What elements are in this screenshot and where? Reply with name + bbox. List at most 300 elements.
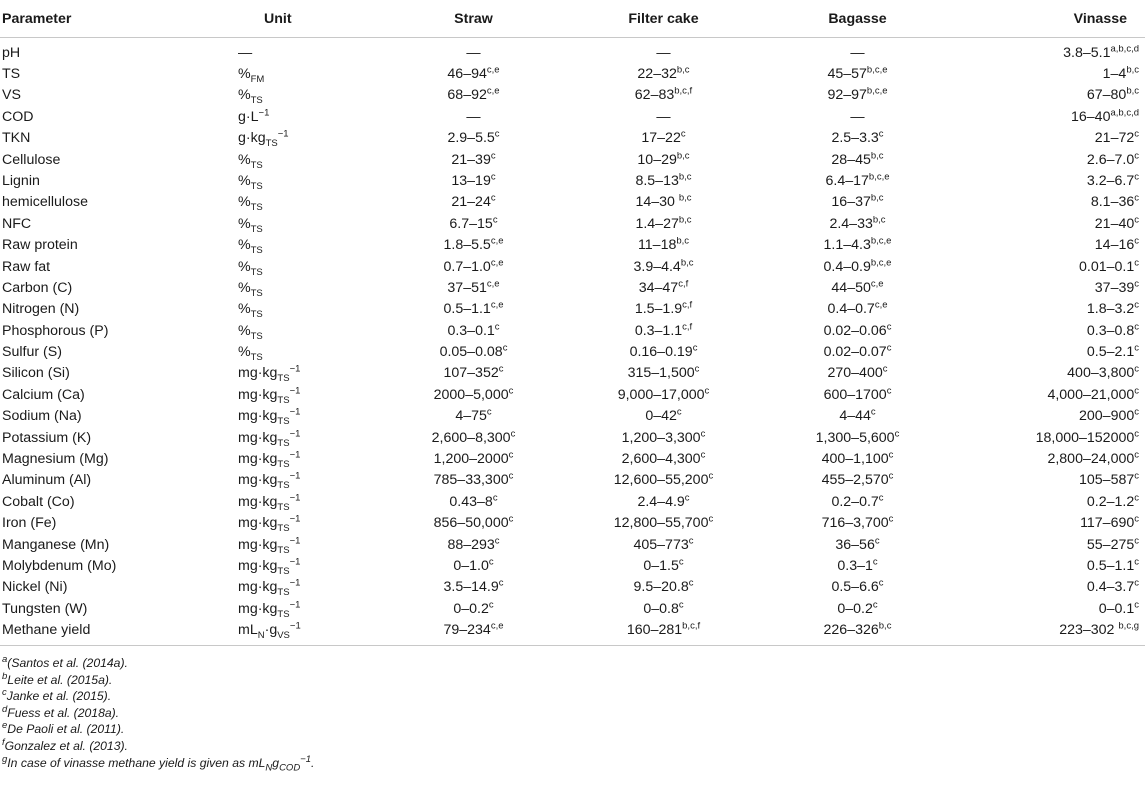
cell-value: 0–0.1 xyxy=(1098,600,1135,617)
parameter-label: Tungsten (W) xyxy=(2,600,88,617)
reference-marks: c,f xyxy=(678,278,689,290)
cell-value: 92–97 xyxy=(827,87,867,104)
unit-sub: TS xyxy=(277,394,290,406)
unit-sup: −1 xyxy=(289,599,301,611)
cell-vinasse xyxy=(955,192,1145,213)
reference-marks: c xyxy=(508,513,514,525)
reference-marks: c xyxy=(1134,513,1139,525)
reference-marks: c xyxy=(508,385,514,397)
reference-marks: c xyxy=(1134,599,1139,611)
footnote xyxy=(0,688,1145,705)
cell-vinasse xyxy=(955,63,1145,84)
reference-marks: c,e xyxy=(486,85,500,97)
table-row xyxy=(0,128,1145,149)
unit-text: % xyxy=(238,172,251,189)
footnote-text: g xyxy=(272,755,280,770)
unit-text: mg·kg xyxy=(238,536,278,553)
cell-parameter xyxy=(0,63,21,84)
footnote-sup: d xyxy=(2,703,8,715)
reference-marks: c xyxy=(490,149,496,161)
reference-marks: c xyxy=(494,128,500,140)
table-header xyxy=(0,0,1145,38)
cell-filter-cake xyxy=(567,320,760,341)
cell-value: 0.16–0.19 xyxy=(629,344,693,361)
reference-marks: b,c xyxy=(1126,64,1139,76)
cell-vinasse xyxy=(955,491,1145,512)
cell-vinasse xyxy=(955,448,1145,469)
cell-value: 44–50 xyxy=(831,279,871,296)
cell-value: 0.5–1.1 xyxy=(443,301,491,318)
cell-value: 36–56 xyxy=(835,536,875,553)
cell-straw xyxy=(380,384,567,405)
cell-filter-cake xyxy=(567,299,760,320)
cell-parameter xyxy=(0,256,51,277)
table-row xyxy=(0,384,1145,405)
cell-bagasse xyxy=(760,448,955,469)
cell-parameter xyxy=(0,363,70,384)
reference-marks: c xyxy=(1134,449,1139,461)
reference-marks: c xyxy=(870,406,876,418)
cell-unit xyxy=(10,213,380,234)
table-row xyxy=(0,38,1145,64)
parameter-label: Raw fat xyxy=(2,258,51,275)
reference-marks: c xyxy=(1134,385,1139,397)
footnote xyxy=(0,721,1145,738)
unit-text: mg·kg xyxy=(238,365,278,382)
cell-value: 1.8–3.2 xyxy=(1086,301,1135,318)
cell-filter-cake xyxy=(567,384,760,405)
reference-marks: c xyxy=(1134,299,1139,311)
cell-value: 400–3,800 xyxy=(1067,365,1135,382)
cell-filter-cake xyxy=(567,491,760,512)
footnote-text: Janke et al. (2015). xyxy=(6,689,112,704)
parameter-label: COD xyxy=(2,108,34,125)
cell-bagasse xyxy=(760,534,955,555)
cell-unit xyxy=(10,170,380,191)
parameter-label: Calcium (Ca) xyxy=(2,386,85,403)
cell-value: 0–0.2 xyxy=(837,600,873,617)
parameter-label: Cellulose xyxy=(2,151,61,168)
cell-filter-cake xyxy=(567,513,760,534)
reference-marks: b,c xyxy=(678,213,692,225)
unit-sub: TS xyxy=(250,330,263,342)
cell-bagasse xyxy=(760,470,955,491)
cell-bagasse xyxy=(760,85,955,106)
reference-marks: b,c,f xyxy=(682,620,701,632)
cell-bagasse xyxy=(760,170,955,191)
cell-parameter xyxy=(0,406,82,427)
parameter-label: Molybdenum (Mo) xyxy=(2,557,117,574)
cell-parameter xyxy=(0,513,57,534)
reference-marks: c xyxy=(886,320,892,332)
cell-parameter xyxy=(0,491,75,512)
cell-vinasse xyxy=(955,213,1145,234)
cell-value: 117–690 xyxy=(1080,515,1135,532)
unit-text: mg·kg xyxy=(238,557,278,574)
table-body xyxy=(0,38,1145,646)
cell-value: 3.9–4.4 xyxy=(633,258,681,275)
parameter-label: Lignin xyxy=(2,172,40,189)
cell-value: 223–302 xyxy=(1059,622,1119,639)
parameter-label: Nitrogen (N) xyxy=(2,301,80,318)
cell-value: 6.7–15 xyxy=(449,215,493,232)
reference-marks: c xyxy=(1134,363,1139,375)
cell-bagasse xyxy=(760,427,955,448)
reference-marks: c xyxy=(488,556,494,568)
cell-straw xyxy=(380,63,567,84)
unit-sup: −1 xyxy=(289,449,301,461)
cell-straw xyxy=(380,406,567,427)
parameter-label: TS xyxy=(2,65,21,82)
header-parameter: Parameter xyxy=(0,0,10,38)
reference-marks: b,c xyxy=(678,171,692,183)
reference-marks: c xyxy=(704,385,710,397)
cell-value: 2.4–4.9 xyxy=(637,493,685,510)
cell-value: 79–234 xyxy=(443,622,491,639)
reference-marks: c,e xyxy=(486,64,500,76)
unit-sup: −1 xyxy=(277,128,289,140)
cell-parameter xyxy=(0,85,21,106)
cell-parameter xyxy=(0,299,80,320)
header-filter-cake: Filter cake xyxy=(567,0,760,38)
cell-unit xyxy=(10,106,380,127)
table-row xyxy=(0,598,1145,619)
unit-text: % xyxy=(238,215,251,232)
cell-vinasse xyxy=(955,341,1145,362)
reference-marks: c xyxy=(1134,192,1139,204)
cell-filter-cake xyxy=(567,470,760,491)
reference-marks: b,c,e xyxy=(868,171,890,183)
reference-marks: b,c,e xyxy=(866,64,888,76)
cell-value: 226–326 xyxy=(823,622,879,639)
cell-value: 2.4–33 xyxy=(829,215,873,232)
cell-straw xyxy=(380,598,567,619)
cell-value: 0.02–0.06 xyxy=(823,322,887,339)
footnote-sup: b xyxy=(2,670,8,682)
header-straw: Straw xyxy=(380,0,567,38)
unit-text: % xyxy=(238,258,251,275)
cell-value: — xyxy=(656,108,671,125)
cell-value: 9.5–20.8 xyxy=(633,579,689,596)
footnote xyxy=(0,705,1145,722)
unit-sup: −1 xyxy=(289,577,301,589)
cell-value: 62–83 xyxy=(634,87,675,104)
table-row xyxy=(0,513,1145,534)
unit-sub: TS xyxy=(277,608,290,620)
footnote xyxy=(0,755,1145,772)
unit-sub: N xyxy=(257,629,265,641)
cell-value: 0–42 xyxy=(645,408,677,425)
table-row xyxy=(0,427,1145,448)
table-row xyxy=(0,149,1145,170)
cell-bagasse xyxy=(760,320,955,341)
cell-value: 2,600–4,300 xyxy=(621,451,701,468)
cell-value: 0.5–1.1 xyxy=(1086,557,1135,574)
unit-text: % xyxy=(238,344,251,361)
cell-filter-cake xyxy=(567,106,760,127)
cell-filter-cake xyxy=(567,534,760,555)
cell-value: 0.2–0.7 xyxy=(831,493,879,510)
cell-value: 0–0.8 xyxy=(643,600,679,617)
cell-value: 600–1700 xyxy=(823,386,887,403)
cell-straw xyxy=(380,427,567,448)
unit-text: % xyxy=(238,322,251,339)
cell-vinasse xyxy=(955,384,1145,405)
cell-value: 14–30 xyxy=(635,194,679,211)
reference-marks: c xyxy=(1134,278,1139,290)
unit-sub: TS xyxy=(277,416,290,428)
unit-sup: −1 xyxy=(289,620,301,632)
unit-text: % xyxy=(238,301,251,318)
unit-text: mg·kg xyxy=(238,515,278,532)
cell-parameter xyxy=(0,277,73,298)
cell-vinasse xyxy=(955,598,1145,619)
cell-value: 1–4 xyxy=(1102,65,1127,82)
cell-value: 0–1.0 xyxy=(453,557,489,574)
unit-text: mg·kg xyxy=(238,493,278,510)
parameter-label: Silicon (Si) xyxy=(2,365,70,382)
cell-value: 315–1,500 xyxy=(627,365,695,382)
cell-vinasse xyxy=(955,406,1145,427)
cell-vinasse xyxy=(955,534,1145,555)
reference-marks: c xyxy=(894,427,900,439)
reference-marks: c xyxy=(508,449,514,461)
cell-straw xyxy=(380,256,567,277)
cell-unit xyxy=(10,256,380,277)
unit-text: % xyxy=(238,237,251,254)
parameter-label: hemicellulose xyxy=(2,194,88,211)
cell-value: 4,000–21,000 xyxy=(1047,386,1135,403)
unit-sub: TS xyxy=(250,244,263,256)
table-row xyxy=(0,106,1145,127)
unit-sup: −1 xyxy=(258,107,270,119)
cell-filter-cake xyxy=(567,256,760,277)
cell-vinasse xyxy=(955,277,1145,298)
unit-text: mg·kg xyxy=(238,451,278,468)
cell-value: 4–44 xyxy=(839,408,871,425)
table-row xyxy=(0,213,1145,234)
header-vinasse: Vinasse xyxy=(955,0,1145,38)
reference-marks: b,c,f xyxy=(674,85,693,97)
parameter-label: Sulfur (S) xyxy=(2,344,62,361)
cell-value: 405–773 xyxy=(633,536,689,553)
unit-sub: TS xyxy=(277,587,290,599)
reference-marks: c xyxy=(872,556,878,568)
cell-bagasse xyxy=(760,363,955,384)
reference-marks: c xyxy=(700,427,706,439)
cell-bagasse xyxy=(760,149,955,170)
reference-marks: c xyxy=(708,513,714,525)
parameter-label: Phosphorous (P) xyxy=(2,322,109,339)
footnote-text: (Santos et al. (2014a). xyxy=(7,655,128,670)
cell-value: 270–400 xyxy=(827,365,883,382)
cell-filter-cake xyxy=(567,577,760,598)
header-unit: Unit xyxy=(10,0,380,38)
unit-sub: TS xyxy=(277,544,290,556)
cell-bagasse xyxy=(760,235,955,256)
reference-marks: b,c,e xyxy=(870,235,892,247)
parameter-label: Nickel (Ni) xyxy=(2,579,68,596)
parameter-label: pH xyxy=(2,44,21,61)
cell-value: 0.5–6.6 xyxy=(831,579,879,596)
reference-marks: b,c xyxy=(676,64,690,76)
unit-sub: TS xyxy=(277,458,290,470)
cell-value: 9,000–17,000 xyxy=(617,386,705,403)
footnotes xyxy=(0,646,1145,771)
reference-marks: c xyxy=(688,534,694,546)
cell-value: 16–40 xyxy=(1071,108,1111,125)
cell-value: 2,600–8,300 xyxy=(431,429,511,446)
reference-marks: c xyxy=(688,577,694,589)
cell-vinasse xyxy=(955,85,1145,106)
cell-value: 12,800–55,700 xyxy=(613,515,709,532)
cell-vinasse xyxy=(955,555,1145,576)
reference-marks: c xyxy=(882,363,888,375)
unit-sub: TS xyxy=(277,480,290,492)
unit-text: mg·kg xyxy=(238,386,278,403)
table-row xyxy=(0,192,1145,213)
cell-parameter xyxy=(0,384,85,405)
unit-text: — xyxy=(238,44,253,61)
table-row xyxy=(0,320,1145,341)
unit-sub: TS xyxy=(250,351,263,363)
cell-straw xyxy=(380,555,567,576)
cell-bagasse xyxy=(760,513,955,534)
cell-filter-cake xyxy=(567,63,760,84)
cell-value: 13–19 xyxy=(451,172,491,189)
reference-marks: c xyxy=(678,556,684,568)
cell-parameter xyxy=(0,149,61,170)
unit-sup: −1 xyxy=(289,556,301,568)
reference-marks: c xyxy=(508,470,514,482)
unit-text: g·kg xyxy=(238,130,266,147)
unit-sup: −1 xyxy=(289,363,301,375)
reference-marks: c xyxy=(490,192,496,204)
cell-straw xyxy=(380,128,567,149)
unit-sup: −1 xyxy=(289,470,301,482)
cell-filter-cake xyxy=(567,128,760,149)
cell-value: 12,600–55,200 xyxy=(613,472,709,489)
footnote-sup: g xyxy=(2,753,8,765)
cell-filter-cake xyxy=(567,555,760,576)
cell-vinasse xyxy=(955,620,1145,646)
reference-marks: c xyxy=(1134,213,1139,225)
cell-unit xyxy=(10,85,380,106)
table-row xyxy=(0,277,1145,298)
cell-parameter xyxy=(0,427,92,448)
cell-value: 21–40 xyxy=(1094,215,1135,232)
reference-marks: c,e xyxy=(486,278,500,290)
cell-value: 3.8–5.1 xyxy=(1063,44,1111,61)
cell-value: 0.2–1.2 xyxy=(1086,493,1135,510)
cell-bagasse xyxy=(760,213,955,234)
reference-marks: c xyxy=(486,406,492,418)
reference-marks: c xyxy=(888,513,894,525)
cell-parameter xyxy=(0,192,88,213)
cell-value: 0.3–1.1 xyxy=(634,322,683,339)
cell-straw xyxy=(380,448,567,469)
reference-marks: c xyxy=(678,599,684,611)
cell-parameter xyxy=(0,577,68,598)
reference-marks: c xyxy=(1134,171,1139,183)
cell-filter-cake xyxy=(567,192,760,213)
reference-marks: c xyxy=(498,363,504,375)
cell-parameter xyxy=(0,106,34,127)
cell-value: 0.5–2.1 xyxy=(1086,344,1135,361)
footnote-text: . xyxy=(311,755,315,770)
table-row xyxy=(0,620,1145,646)
reference-marks: c xyxy=(878,128,884,140)
cell-value: 18,000–152000 xyxy=(1035,429,1135,446)
cell-bagasse xyxy=(760,491,955,512)
cell-value: — xyxy=(850,108,865,125)
cell-parameter xyxy=(0,128,31,149)
cell-value: 1.8–5.5 xyxy=(443,237,491,254)
parameter-label: Manganese (Mn) xyxy=(2,536,110,553)
footnote-sup: f xyxy=(2,736,5,748)
cell-value: — xyxy=(656,44,671,61)
reference-marks: b,c,e xyxy=(870,256,892,268)
cell-value: 1,200–2000 xyxy=(433,451,509,468)
footnote-text: Leite et al. (2015a). xyxy=(7,672,113,687)
unit-sub: TS xyxy=(250,287,263,299)
cell-value: 6.4–17 xyxy=(825,172,869,189)
reference-marks: c xyxy=(490,171,496,183)
unit-text: mg·kg xyxy=(238,579,278,596)
reference-marks: c xyxy=(1134,342,1139,354)
cell-straw xyxy=(380,299,567,320)
header-row xyxy=(0,0,1145,38)
cell-value: 1,200–3,300 xyxy=(621,429,701,446)
reference-marks: c,e xyxy=(490,620,504,632)
table-row xyxy=(0,555,1145,576)
header-bagasse: Bagasse xyxy=(760,0,955,38)
parameter-label: NFC xyxy=(2,215,32,232)
cell-value: 11–18 xyxy=(637,237,677,254)
cell-value: 1.1–4.3 xyxy=(823,237,871,254)
parameter-label: TKN xyxy=(2,130,31,147)
cell-bagasse xyxy=(760,192,955,213)
reference-marks: c xyxy=(1134,406,1139,418)
cell-bagasse xyxy=(760,256,955,277)
unit-text: mL xyxy=(238,622,258,639)
cell-value: 2000–5,000 xyxy=(433,386,509,403)
cell-vinasse xyxy=(955,513,1145,534)
reference-marks: c xyxy=(510,427,516,439)
cell-value: 785–33,300 xyxy=(433,472,509,489)
cell-bagasse xyxy=(760,106,955,127)
cell-value: 55–275 xyxy=(1086,536,1135,553)
unit-text: g·L xyxy=(238,108,259,125)
cell-bagasse xyxy=(760,384,955,405)
cell-value: 0.4–0.9 xyxy=(823,258,871,275)
unit-sup: −1 xyxy=(289,406,301,418)
unit-text: % xyxy=(238,151,251,168)
reference-marks: b,c,e xyxy=(866,85,888,97)
cell-straw xyxy=(380,235,567,256)
reference-marks: c xyxy=(888,470,894,482)
cell-vinasse xyxy=(955,427,1145,448)
unit-sub: TS xyxy=(277,523,290,535)
cell-value: 2.6–7.0 xyxy=(1086,151,1135,168)
cell-straw xyxy=(380,320,567,341)
cell-parameter xyxy=(0,213,32,234)
unit-text: % xyxy=(238,279,251,296)
reference-marks: b,c xyxy=(870,149,884,161)
reference-marks: c,f xyxy=(682,299,693,311)
cell-filter-cake xyxy=(567,149,760,170)
cell-value: 1.4–27 xyxy=(635,215,679,232)
